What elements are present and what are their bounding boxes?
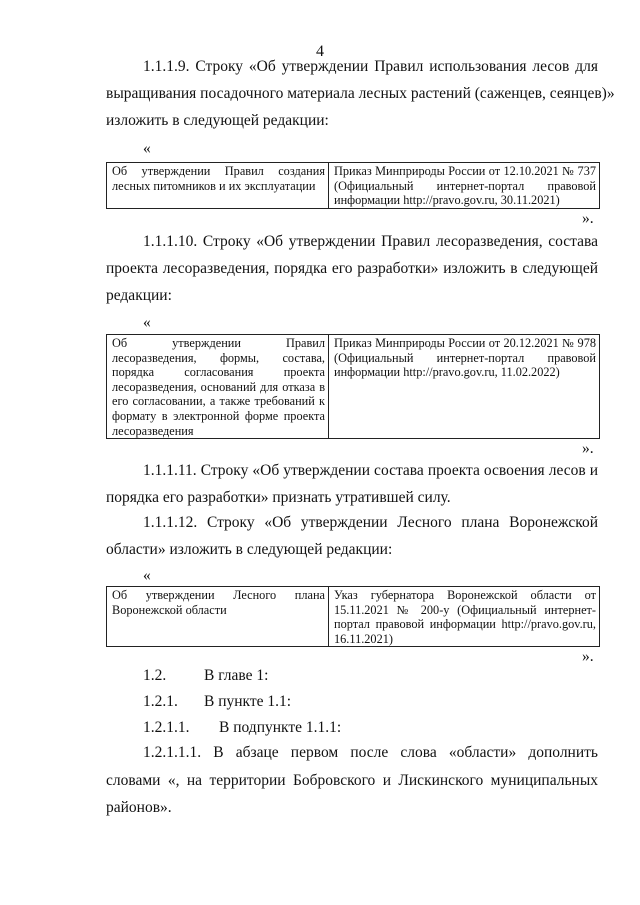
open-quote: « [143,567,151,584]
heading-line: 1.1.1.9. Строку «Об утверждении Правил использования лесов для [143,58,598,75]
heading-line: 1.1.1.12. Строку «Об утверждении Лесного плана Воронежской [143,514,598,531]
table-row [107,335,600,439]
act-source-cell: Приказ Минприроды России от 20.12.2021 № 978 (Официальный интернет-портал правовой информации http://pravo.gov.ru, 11.02.2022) [329,335,600,439]
table-row [107,587,600,647]
heading-line: 1.1.1.11. Строку «Об утверждении состава проекта освоения лесов и [143,462,598,479]
heading-line: проекта лесоразведения, порядка его разработки» изложить в следующей [106,260,598,277]
item-text: В подпункте 1.1.1: [219,719,342,736]
item-number: 1.2.1. [143,693,178,710]
reference-table [106,334,600,439]
act-title-cell: Об утверждении Правил лесоразведения, формы, состава, порядка согласования проекта лесоразведения, оснований для отказа в его согласовании, а также требований к формату в электронной форме проекта лесоразведения [107,335,329,439]
item-text: В главе 1: [204,667,269,684]
page-number: 4 [316,43,324,60]
close-quote: ». [582,440,594,457]
act-source-cell: Приказ Минприроды России от 12.10.2021 № 737 (Официальный интернет-портал правовой информации http://pravo.gov.ru, 30.11.2021) [329,163,600,209]
heading-line: изложить в следующей редакции: [106,112,329,129]
heading-line: области» изложить в следующей редакции: [106,541,393,558]
item-number: 1.2.1.1. [143,719,190,736]
open-quote: « [143,314,151,331]
paragraph-line: 1.2.1.1.1. В абзаце первом после слова «области» дополнить [143,744,598,761]
close-quote: ». [582,210,594,227]
act-title-cell: Об утверждении Лесного плана Воронежской области [107,587,329,647]
table-row [107,163,600,209]
act-source-cell: Указ губернатора Воронежской области от 15.11.2021 № 200-у (Официальный интернет-портал правовой информации http://pravo.gov.ru, 16.11.2021) [329,587,600,647]
paragraph-line: словами «, на территории Бобровского и Лискинского муниципальных [106,772,598,789]
reference-table [106,586,600,647]
heading-line: порядка его разработки» признать утратившей силу. [106,489,451,506]
heading-line: выращивания посадочного материала лесных растений (саженцев, сеянцев)» [106,85,615,102]
act-title-cell: Об утверждении Правил создания лесных питомников и их эксплуатации [107,163,329,209]
item-number: 1.2. [143,667,167,684]
close-quote: ». [582,648,594,665]
paragraph-line: районов». [106,799,172,816]
heading-line: редакции: [106,287,172,304]
heading-line: 1.1.1.10. Строку «Об утверждении Правил лесоразведения, состава [143,233,598,250]
open-quote: « [143,140,151,157]
item-text: В пункте 1.1: [204,693,292,710]
reference-table [106,162,600,209]
